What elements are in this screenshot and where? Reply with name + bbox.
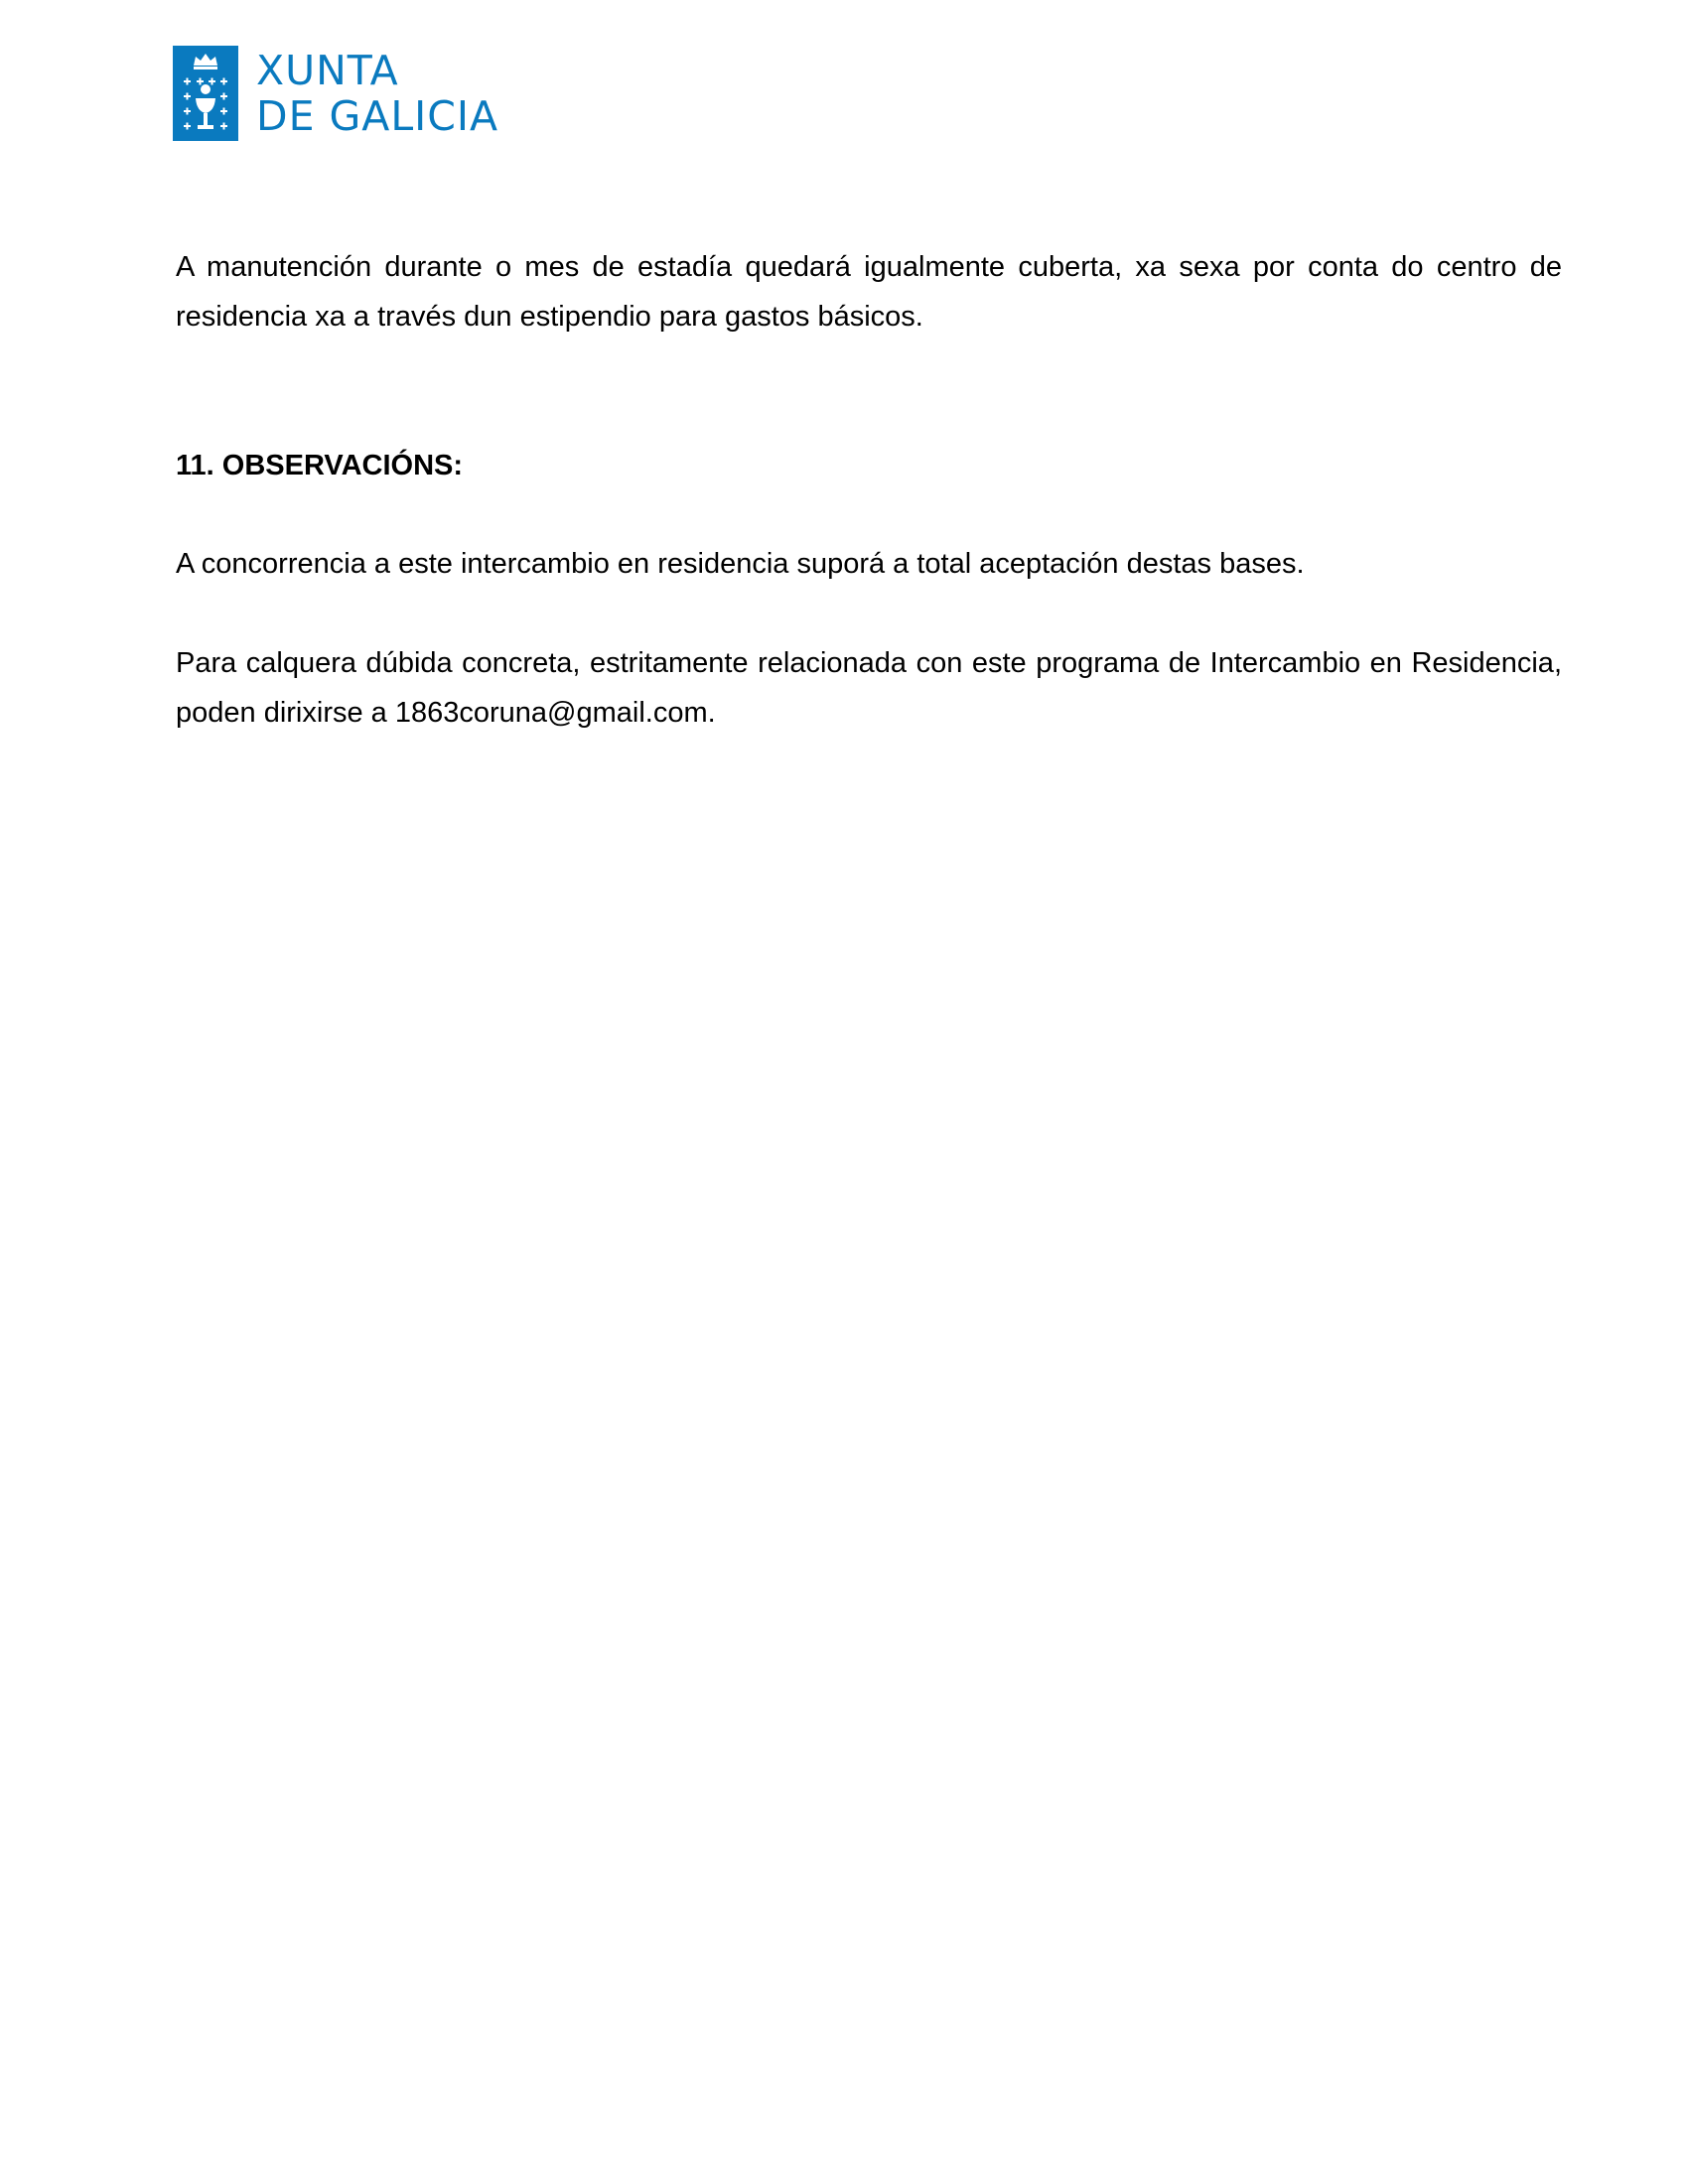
acceptance-paragraph-block bbox=[176, 539, 1562, 589]
contact-paragraph-block bbox=[176, 638, 1562, 738]
logo-line-2: DE GALICIA bbox=[256, 92, 499, 140]
section-heading: 11. OBSERVACIÓNS: bbox=[176, 450, 464, 481]
contact-paragraph: Para calquera dúbida concreta, estritamente relacionada con este programa de Intercambio en Residencia, poden dirixirse a 1863coruna@gmail.com. bbox=[176, 647, 1562, 729]
acceptance-paragraph: A concorrencia a este intercambio en residencia suporá a total aceptación destas bases. bbox=[176, 548, 1305, 580]
manutencion-paragraph: A manutención durante o mes de estadía quedará igualmente cuberta, xa sexa por conta do centro de residencia xa a través dun estipendio para gastos básicos. bbox=[176, 251, 1562, 333]
section-heading-block bbox=[176, 441, 1562, 490]
galicia-coat-of-arms-icon bbox=[173, 46, 238, 141]
xunta-logo bbox=[173, 46, 506, 141]
logo-line-1: XUNTA bbox=[256, 47, 399, 94]
manutencion-paragraph-block bbox=[176, 242, 1562, 341]
logo-wordmark bbox=[256, 48, 498, 139]
